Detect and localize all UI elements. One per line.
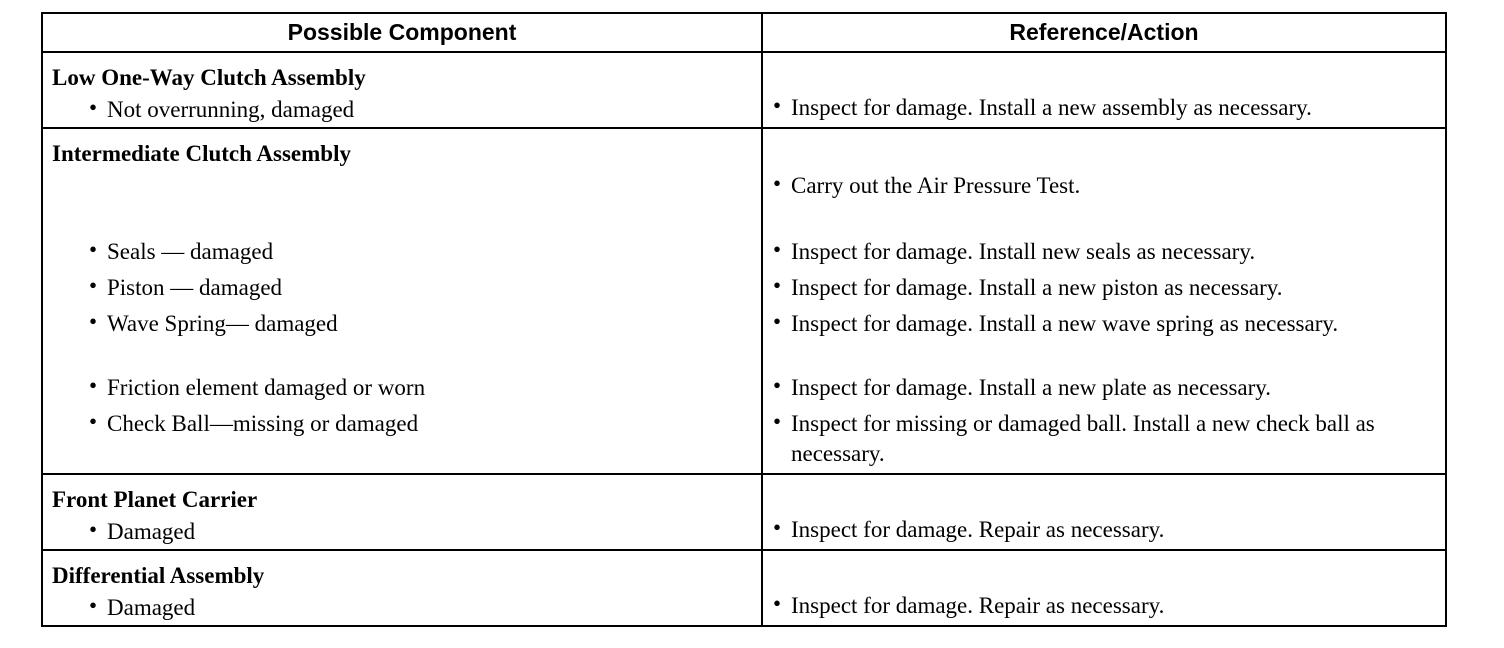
component-text: Piston — damaged [107,275,283,300]
component-text: Check Ball—missing or damaged [107,411,419,436]
table-header-row [43,14,1445,53]
action-text: Inspect for damage. Repair as necessary. [791,517,1165,542]
group-title: Differential Assembly [52,563,265,588]
table-row [43,475,1445,551]
list-item [773,591,1445,621]
bullet-icon: • [773,93,782,118]
action-text: Inspect for damage. Install a new plate as necessary. [791,375,1272,400]
bullet-icon: • [773,515,782,540]
action-cell [763,475,1445,549]
bullet-icon: • [89,309,98,334]
bullet-icon: • [773,309,782,334]
action-cell [763,129,1445,473]
action-text: Inspect for damage. Install a new assembly as necessary. [791,95,1312,120]
list-item [773,409,1445,469]
list-item [773,515,1445,545]
list-item [52,517,761,547]
table-row [43,129,1445,475]
component-cell [43,129,763,473]
bullet-icon: • [773,273,782,298]
list-item [773,237,1445,273]
header-possible-component: Possible Component [43,14,763,51]
list-item [52,593,761,623]
component-text: Damaged [107,519,196,544]
component-text: Not overrunning, damaged [107,97,355,122]
bullet-icon: • [773,373,782,398]
bullet-icon: • [89,409,98,434]
action-text: Inspect for damage. Install new seals as necessary. [791,239,1256,264]
group-title: Front Planet Carrier [52,487,258,512]
bullet-icon: • [89,373,98,398]
list-item [52,95,761,125]
list-item [52,237,761,273]
action-text: Inspect for missing or damaged ball. Install a new check ball as necessary. [791,411,1375,466]
bullet-icon: • [773,591,782,616]
bullet-icon: • [89,593,98,618]
bullet-icon: • [773,409,782,434]
action-cell [763,551,1445,625]
component-text: Damaged [107,595,196,620]
action-text: Carry out the Air Pressure Test. [791,173,1081,198]
header-reference-action: Reference/Action [1009,19,1199,45]
diagnosis-table [41,12,1447,627]
list-item [773,93,1445,123]
component-cell [43,551,763,625]
action-text: Inspect for damage. Install a new piston as necessary. [791,275,1283,300]
component-text: Wave Spring— damaged [107,311,338,336]
bullet-icon: • [89,517,98,542]
action-text: Inspect for damage. Install a new wave spring as necessary. [791,311,1339,336]
list-item [52,309,761,373]
bullet-icon: • [89,95,98,120]
list-item [773,309,1445,373]
group-title: Low One-Way Clutch Assembly [52,65,366,90]
table-row [43,53,1445,129]
component-text: Seals — damaged [107,239,274,264]
list-item [773,171,1445,237]
list-item [773,273,1445,309]
bullet-icon: • [89,237,98,262]
list-item [52,373,761,409]
bullet-icon: • [773,237,782,262]
action-cell [763,53,1445,127]
action-text: Inspect for damage. Repair as necessary. [791,593,1165,618]
table-row [43,551,1445,625]
list-item [773,373,1445,409]
component-cell [43,53,763,127]
component-text: Friction element damaged or worn [107,375,426,400]
list-item [52,273,761,309]
bullet-icon: • [89,273,98,298]
component-cell [43,475,763,549]
bullet-icon: • [773,171,782,196]
group-title: Intermediate Clutch Assembly [52,141,351,166]
list-item [52,409,761,445]
